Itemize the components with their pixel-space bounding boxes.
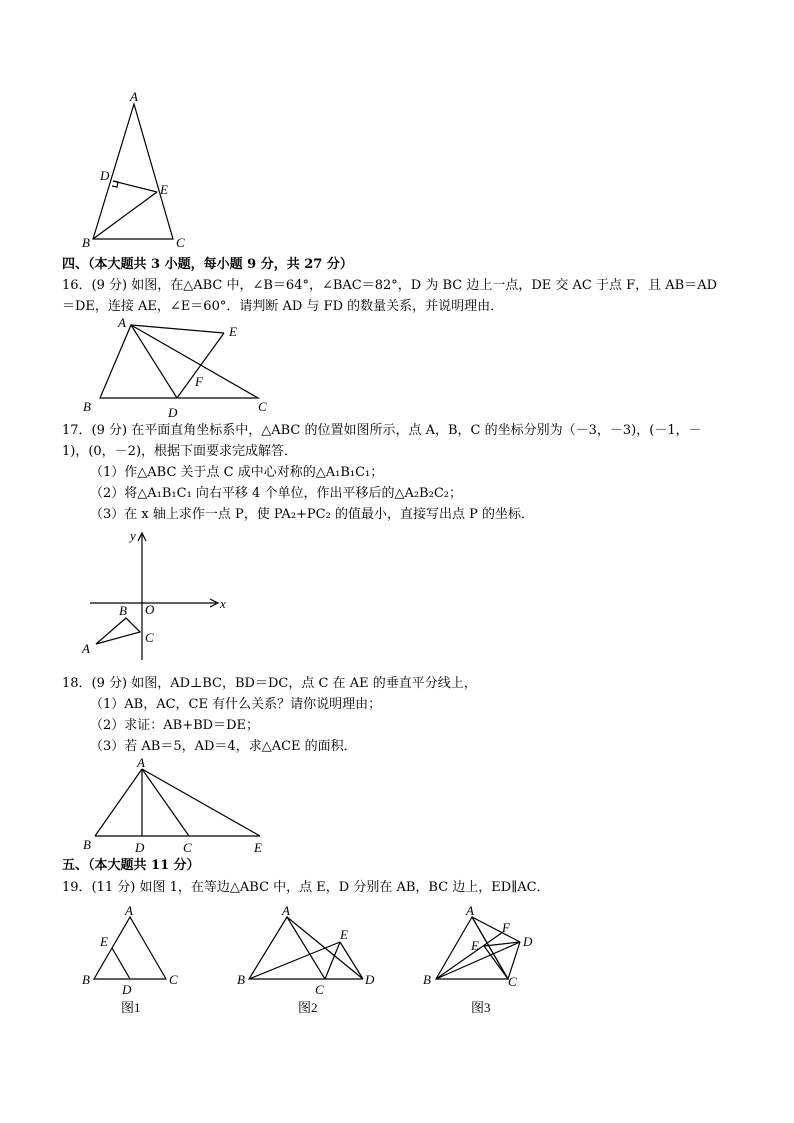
- q18-line1: 18．(9 分) 如图，AD⊥BC，BD＝DC，点 C 在 AE 的垂直平分线上，: [62, 676, 477, 691]
- q17-label-a: A: [82, 641, 90, 656]
- q17-label-b: B: [119, 603, 127, 618]
- q17-sub3: （3）在 x 轴上求作一点 P，使 PA₂+PC₂ 的值最小，直接写出点 P 的坐标．: [90, 507, 534, 522]
- q19-f1-label-a: A: [125, 903, 133, 918]
- q19-fig2-caption: 图2: [298, 1000, 318, 1015]
- figure-q19-3: [420, 900, 550, 1020]
- q16-label-c: C: [258, 399, 267, 414]
- q16-label-a: A: [118, 315, 126, 330]
- q16-label-e: E: [229, 324, 237, 339]
- q18-label-b: B: [83, 837, 91, 852]
- q18-label-a: A: [137, 755, 145, 770]
- q19-fig3-caption: 图3: [471, 1000, 491, 1015]
- q19-f1-label-b: B: [82, 972, 90, 987]
- q17-label-c: C: [145, 630, 154, 645]
- q19-f2-label-b: B: [237, 972, 245, 987]
- q16-label-d: D: [168, 405, 178, 420]
- q19-line1: 19．(11 分) 如图 1，在等边△ABC 中，点 E，D 分别在 AB，BC 边上，ED∥AC．: [62, 880, 550, 895]
- figure-q18: [80, 755, 280, 855]
- q19-f3-label-c: C: [508, 974, 517, 989]
- q19-f1-label-e: E: [100, 934, 108, 949]
- q16-label-f: F: [195, 374, 203, 389]
- q19-f3-label-a: A: [466, 903, 474, 918]
- figure-q16: [80, 315, 280, 420]
- q16-line1: 16．(9 分) 如图，在△ABC 中，∠B＝64°，∠BAC＝82°，D 为 BC 边上一点，DE 交 AC 于点 F，且 AB＝AD: [62, 278, 718, 293]
- q17-line1: 17．(9 分) 在平面直角坐标系中，△ABC 的位置如图所示，点 A，B，C 的坐标分别为（－3，－3)，(－1，－: [62, 423, 702, 438]
- q17-sub2: （2）将△A₁B₁C₁ 向右平移 4 个单位，作出平移后的△A₂B₂C₂；: [90, 486, 462, 501]
- q17-sub1: （1）作△ABC 关于点 C 成中心对称的△A₁B₁C₁；: [90, 465, 384, 480]
- q19-fig1-caption: 图1: [121, 1000, 141, 1015]
- q18-sub1: （1）AB，AC，CE 有什么关系？请你说明理由；: [90, 697, 382, 712]
- q17-label-o: O: [145, 602, 155, 617]
- q17-label-y: y: [130, 528, 136, 543]
- section-5-heading: 五、（本大题共 11 分）: [62, 858, 200, 873]
- figure-q19-2: [230, 900, 380, 1020]
- q19-f1-label-c: C: [169, 972, 178, 987]
- label-e: E: [160, 182, 168, 197]
- q18-sub3: （3）若 AB＝5，AD＝4，求△ACE 的面积．: [90, 739, 357, 754]
- q19-f3-label-b: B: [423, 972, 431, 987]
- q16-label-b: B: [83, 399, 91, 414]
- label-d: D: [100, 168, 110, 183]
- q19-f1-label-d: D: [122, 982, 132, 997]
- label-a: A: [130, 89, 138, 104]
- q19-f2-label-e: E: [340, 927, 348, 942]
- q17-label-x: x: [220, 596, 226, 611]
- figure-q17-axes: [80, 525, 240, 660]
- q19-f2-label-a: A: [282, 903, 290, 918]
- label-c: C: [176, 235, 185, 250]
- q19-f2-label-d: D: [365, 972, 375, 987]
- q16-line2: ＝DE，连接 AE，∠E＝60°．请判断 AD 与 FD 的数量关系，并说明理由．: [62, 299, 504, 314]
- q19-f3-label-f: F: [502, 920, 510, 935]
- label-b: B: [82, 235, 90, 250]
- q18-label-c: C: [183, 840, 192, 855]
- q19-f3-label-e: E: [471, 938, 479, 953]
- figure-top-triangle: [80, 88, 200, 253]
- figure-q19-1: [80, 900, 190, 1020]
- q19-f3-label-d: D: [523, 934, 533, 949]
- section-4-heading: 四、（本大题共 3 小题，每小题 9 分，共 27 分）: [62, 257, 353, 272]
- q18-sub2: （2）求证：AB+BD＝DE；: [90, 718, 259, 733]
- q19-f2-label-c: C: [315, 982, 324, 997]
- q17-line2: 1)，(0，－2)，根据下面要求完成解答．: [62, 444, 298, 459]
- q18-label-e: E: [254, 840, 262, 855]
- q18-label-d: D: [135, 840, 145, 855]
